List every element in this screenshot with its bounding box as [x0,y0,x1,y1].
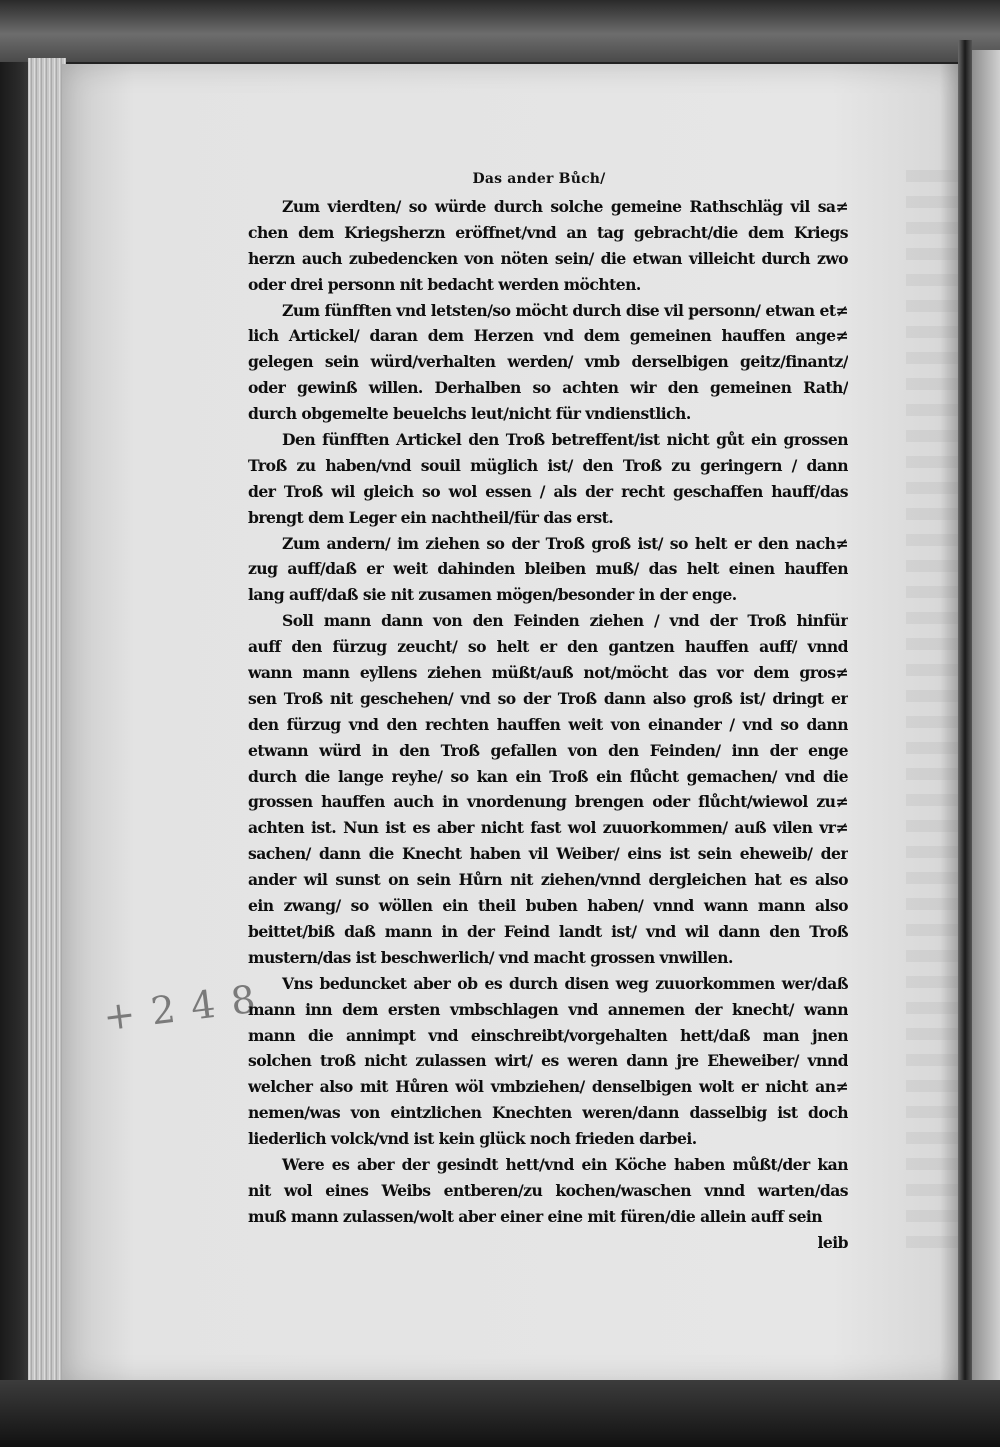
facing-page-edge [972,50,1000,1390]
paragraph [248,427,848,531]
text-line: lang auff/daß sie nit zusamen mögen/besonder in der enge. [248,585,737,605]
catchword: leib [817,1232,848,1252]
text-line: mustern/das ist beschwerlich/ vnd macht grossen vnwillen. [248,947,733,967]
text-line: Den fünfften Artickel den Troß betreffent/ist nicht gůt ein grossen [282,430,848,450]
paragraph [248,971,848,1152]
text-line: nemen/was von eintzlichen Knechten weren/dann dasselbig ist doch [248,1103,848,1123]
page-stack-edge [28,58,66,1388]
paragraph [248,1152,848,1230]
text-line: Soll mann dann von den Feinden ziehen / vnd der Troß hinfür [282,611,848,631]
text-line: grossen hauffen auch in vnordenung brengen oder flůcht/wiewol zu≠ [248,792,848,812]
text-line: durch obgemelte beuelchs leut/nicht für vndienstlich. [248,404,691,424]
text-line: mann die annimpt vnd einschreibt/vorgehalten hett/daß man jnen [248,1025,848,1045]
text-line: zug auff/daß er weit dahinden bleiben muß/ das helt einen hauffen [248,559,848,579]
text-line: Were es aber der gesindt hett/vnd ein Köche haben můßt/der kan [282,1154,848,1174]
handwritten-margin-note: + 2 4 8 [100,976,260,1040]
text-line: oder gewinß willen. Derhalben so achten wir den gemeinen Rath/ [248,378,848,398]
running-head: Das ander Bůch/ [472,171,606,187]
book-top-edge [0,0,1000,62]
text-line: muß mann zulassen/wolt aber einer eine mit füren/die allein auff sein [248,1206,823,1226]
text-line: durch die lange reyhe/ so kan ein Troß ein flůcht gemachen/ vnd die [248,766,848,786]
text-line: den fürzug vnd den rechten hauffen weit von einander / vnd so dann [248,714,848,734]
text-line: achten ist. Nun ist es aber nicht fast wol zuuorkommen/ auß vilen vr≠ [248,818,848,838]
body-text [248,194,848,1256]
text-line: lich Artickel/ daran dem Herzen vnd dem gemeinen hauffen ange≠ [248,326,848,346]
paragraph [248,531,848,609]
text-line: etwann würd in den Troß gefallen von den Feinden/ inn der enge [248,740,848,760]
text-line: solchen troß nicht zulassen wirt/ es weren dann jre Eheweiber/ vnnd [248,1051,848,1071]
text-line: oder drei personn nit bedacht werden möchten. [248,274,641,294]
text-line: Troß zu haben/vnd souil müglich ist/ den Troß zu geringern / dann [248,455,848,475]
text-line: chen dem Kriegsherzn eröffnet/vnd an tag gebracht/die dem Kriegs [248,222,848,242]
paragraph [248,194,848,298]
text-line: Zum vierdten/ so würde durch solche gemeine Rathschläg vil sa≠ [282,197,848,216]
text-line: herzn auch zubedencken von nöten sein/ die etwan villeicht durch zwo [248,248,848,268]
text-line: gelegen sein würd/verhalten werden/ vmb derselbigen geitz/finantz/ [248,352,848,372]
text-line: wann mann eyllens ziehen müßt/auß not/möcht das vor dem gros≠ [248,663,848,683]
text-line: ein zwang/ so wöllen ein theil buben haben/ vnnd wann mann also [248,896,848,916]
text-line: welcher also mit Hůren wöl vmbziehen/ denselbigen wolt er nicht an≠ [248,1077,848,1097]
paragraph [248,608,848,970]
text-line: beittet/biß daß mann in der Feind landt ist/ vnd wil dann den Troß [248,921,848,941]
text-line: nit wol eines Weibs entberen/zu kochen/waschen vnnd warten/das [248,1180,848,1200]
text-line: ander wil sunst on sein Hůrn nit ziehen/vnnd dergleichen hat es also [248,870,848,890]
text-line: Vns beduncket aber ob es durch disen weg zuuorkommen wer/daß [282,973,848,993]
text-line: auff den fürzug zeucht/ so helt er den gantzen hauffen auff/ vnnd [248,637,848,657]
text-line: sachen/ dann die Knecht haben vil Weiber/ eins ist sein eheweib/ der [248,844,848,864]
text-line: Zum andern/ im ziehen so der Troß groß ist/ so helt er den nach≠ [282,533,848,553]
text-line: der Troß wil gleich so wol essen / als der recht geschaffen hauff/das [248,481,848,501]
text-line: liederlich volck/vnd ist kein glück noch frieden darbei. [248,1129,697,1149]
text-line: sen Troß nit geschehen/ vnd so der Troß dann also groß ist/ dringt er [248,688,848,708]
book-bottom-edge [0,1380,1000,1447]
text-line: brengt dem Leger ein nachtheil/für das erst. [248,507,614,527]
text-line: mann inn dem ersten vmbschlagen vnd annemen der knecht/ wann [248,999,848,1019]
bleed-through-shadow [906,170,958,1250]
text-line: Zum fünfften vnd letsten/so möcht durch dise vil personn/ etwan et≠ [282,300,848,320]
paragraph [248,298,848,427]
book-gutter [958,40,972,1400]
